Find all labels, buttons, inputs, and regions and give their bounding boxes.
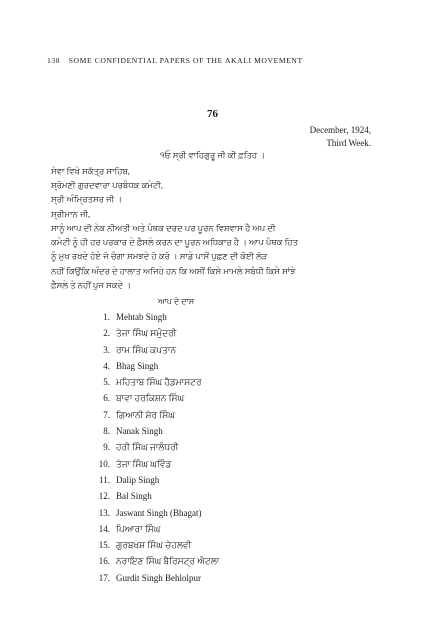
signatory-item bbox=[80, 488, 219, 504]
signatory-number: 8. bbox=[103, 426, 110, 437]
body-line: ਕਮੇਟੀ ਨੂੰ ਹੀ ਹਰ ਪਰਕਾਰ ਦੇ ਫ਼ੈਸਲੇ ਕਰਨ ਦਾ ਪੂਰਨ ਅਧਿਕਾਰ ਹੈ । ਆਪ ਪੰਥਕ ਹਿਤ bbox=[51, 237, 299, 248]
page-number: 138 bbox=[47, 56, 61, 65]
signatory-number: 13. bbox=[98, 507, 110, 518]
signatory-name: Mehtab Singh bbox=[116, 312, 167, 322]
signatory-item bbox=[80, 423, 219, 439]
document-number: 76 bbox=[207, 108, 218, 120]
address-line: ਸ੍ਰੀ ਅੰਮ੍ਰਿਤਸਰ ਜੀ । bbox=[51, 194, 122, 205]
signatory-name: ਮਹਿਤਾਬ ਸਿੰਘ ਹੈਡਮਾਸਟਰ bbox=[116, 377, 202, 388]
signatory-name: ਤੇਜਾ ਸਿੰਘ ਸਮੁੰਦਰੀ bbox=[116, 328, 177, 339]
signatory-item bbox=[80, 456, 219, 472]
signatory-number: 5. bbox=[103, 377, 110, 388]
signatory-name: ਪਿਆਰਾ ਸਿੰਘ bbox=[116, 523, 161, 534]
closing-line: ਆਪ ਦੇ ਦਾਸ bbox=[158, 297, 195, 306]
signatory-item bbox=[80, 472, 219, 488]
signatory-name: ਰਾਮ ਸਿੰਘ ਕਪਤਾਨ bbox=[116, 344, 177, 355]
body-line: ਸਾਨੂੰ ਆਪ ਦੀ ਨੇਕ ਨੀਅਤੀ ਅਤੇ ਪੰਥਕ ਦਰਦ ਪਰ ਪੂਰਨ ਵਿਸ਼ਵਾਸ ਹੈ ਅਪ ਦੀ bbox=[51, 223, 276, 233]
signatory-number: 3. bbox=[103, 344, 110, 355]
signatory-number: 14. bbox=[98, 523, 110, 534]
signatory-number: 10. bbox=[98, 458, 110, 469]
signatory-name: Gurdit Singh Behlolpur bbox=[116, 572, 201, 583]
address-line: ਸੇਵਾ ਵਿਖੇ ਸਕੱਤ੍ਰ ਸਾਹਿਬ, bbox=[51, 166, 130, 176]
signatory-name: Nanak Singh bbox=[116, 426, 163, 437]
running-header bbox=[47, 56, 303, 65]
signatory-number: 16. bbox=[98, 556, 110, 567]
signatory-item bbox=[80, 439, 219, 455]
signatory-name: Dalip Singh bbox=[116, 474, 160, 485]
signatory-name: ਗਿਆਨੀ ਸ਼ੇਰ ਸਿੰਘ bbox=[116, 409, 175, 420]
signatory-item bbox=[80, 374, 219, 390]
invocation: ੧ਓ ਸ੍ਰੀ ਵਾਹਿਗੁਰੂ ਜੀ ਕੀ ਫ਼ਤਿਹ । bbox=[159, 150, 265, 160]
signatory-item bbox=[80, 553, 219, 569]
signatory-item bbox=[80, 342, 219, 358]
signatory-name: ਗੁਰਬਖਸ਼ ਸਿੰਘ ਚੇਹਲਵੀ bbox=[116, 540, 192, 551]
signatory-number: 12. bbox=[98, 491, 110, 502]
signatory-number: 2. bbox=[103, 328, 110, 339]
signatory-number: 7. bbox=[103, 409, 110, 420]
signatory-item bbox=[80, 505, 219, 521]
signatory-number: 15. bbox=[98, 540, 110, 551]
signatory-item bbox=[80, 521, 219, 537]
signatory-number: 4. bbox=[103, 360, 110, 371]
date-line: December, 1924, bbox=[309, 125, 371, 135]
signatory-item bbox=[80, 537, 219, 553]
signatory-list bbox=[80, 309, 219, 586]
signatory-number: 11. bbox=[99, 474, 110, 485]
signatory-number: 17. bbox=[98, 572, 110, 583]
salutation-block bbox=[51, 164, 163, 221]
signatory-item bbox=[80, 390, 219, 406]
body-line: ਨਹੀਂ ਕਿਉਂਕਿ ਅੰਦਰ ਦੇ ਹਾਲਾਤ ਅਜਿਹੇ ਹਨ ਕਿ ਅਸੀਂ ਕਿਸੇ ਮਾਮਲੇ ਸਬੰਧੀ ਕਿਸੇ ਸਾਂਝੇ bbox=[51, 265, 296, 276]
signatory-name: Bal Singh bbox=[116, 491, 152, 502]
signatory-number: 1. bbox=[103, 312, 110, 322]
letter-body bbox=[51, 221, 379, 292]
signatory-name: ਤੇਜਾ ਸਿੰਘ ਘਵਿੰਡ bbox=[116, 458, 172, 469]
address-line: ਸ਼੍ਰੋਮਣੀ ਗੁਰਦਵਾਰਾ ਪਰਬੰਧਕ ਕਮੇਟੀ, bbox=[51, 180, 163, 191]
signatory-number: 6. bbox=[103, 393, 110, 404]
running-title: SOME CONFIDENTIAL PAPERS OF THE AKALI MOVEMENT bbox=[68, 56, 303, 65]
body-line: ਨੂੰ ਮੁਖ ਰਖਦੇ ਹੋਏ ਜੋ ਚੰਗਾ ਸਮਝਦੇ ਹੋ ਕਰੋ । ਸਾਡੇ ਪਾਸੋਂ ਪੁਛਣ ਦੀ ਕੋਈ ਲੋੜ bbox=[51, 251, 268, 262]
signatory-number: 9. bbox=[103, 442, 110, 453]
signatory-item bbox=[80, 325, 219, 341]
signatory-name: ਹਰੀ ਸਿੰਘ ਜਾਲੰਧਰੀ bbox=[116, 442, 179, 453]
signatory-item bbox=[80, 358, 219, 374]
body-line: ਫ਼ੈਸਲੇ ਤੇ ਨਹੀਂ ਪੁਜ ਸਕਦੇ । bbox=[51, 279, 131, 290]
signatory-item bbox=[80, 309, 219, 325]
signatory-item bbox=[80, 407, 219, 423]
signatory-name: Bhag Singh bbox=[116, 360, 159, 371]
signatory-name: ਨਰਾਇਣ ਸਿੰਘ ਬੈਰਿਸਟ੍ਰ ਐਟਲਾ bbox=[116, 556, 220, 567]
signatory-name: Jaswant Singh (Bhagat) bbox=[116, 507, 202, 518]
letter-date bbox=[310, 124, 371, 150]
signatory-item bbox=[80, 570, 219, 586]
date-line: Third Week. bbox=[326, 138, 371, 148]
signatory-name: ਬਾਵਾ ਹਰਕਿਸ਼ਨ ਸਿੰਘ bbox=[116, 393, 185, 404]
address-line: ਸ੍ਰੀਮਾਨ ਜੀ, bbox=[51, 208, 91, 219]
